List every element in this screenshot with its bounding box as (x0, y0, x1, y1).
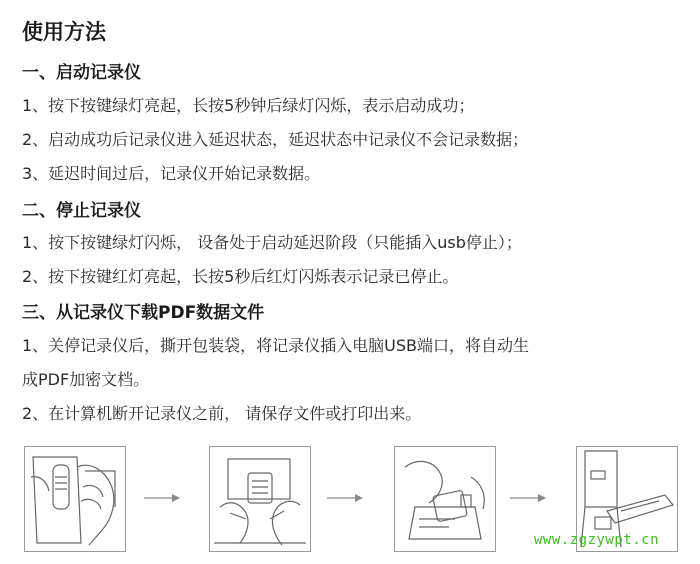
instruction-line: 2、启动成功后记录仪进入延迟状态，延迟状态中记录仪不会记录数据； (22, 130, 529, 149)
instruction-line: 1、关停记录仪后，撕开包装袋，将记录仪插入电脑USB端口，将自动生 (22, 336, 530, 355)
instruction-line: 成PDF加密文档。 (22, 370, 150, 389)
section-stop-heading: 二、停止记录仪 (22, 201, 141, 221)
instruction-line: 2、在计算机断开记录仪之前， 请保存文件或打印出来。 (22, 404, 422, 423)
open-package-icon (209, 446, 311, 552)
arrow-right-icon (325, 492, 365, 504)
instruction-line: 2、按下按键红灯亮起，长按5秒后红灯闪烁表示记录已停止。 (22, 267, 459, 286)
instruction-line: 3、延迟时间过后，记录仪开始记录数据。 (22, 164, 321, 183)
insert-usb-icon (394, 446, 496, 552)
watermark: www.zgzywpt.cn (534, 532, 660, 548)
section-start-heading: 一、启动记录仪 (22, 63, 141, 83)
hand-holding-logger-icon (24, 446, 126, 552)
arrow-right-icon (142, 492, 182, 504)
arrow-right-icon (508, 492, 548, 504)
section-download-heading: 三、从记录仪下载PDF数据文件 (22, 303, 265, 323)
instruction-line: 1、按下按键绿灯亮起，长按5秒钟后绿灯闪烁，表示启动成功； (22, 96, 475, 115)
page-title: 使用方法 (22, 20, 106, 44)
instruction-line: 1、按下按键绿灯闪烁， 设备处于启动延迟阶段（只能插入usb停止）； (22, 233, 522, 252)
